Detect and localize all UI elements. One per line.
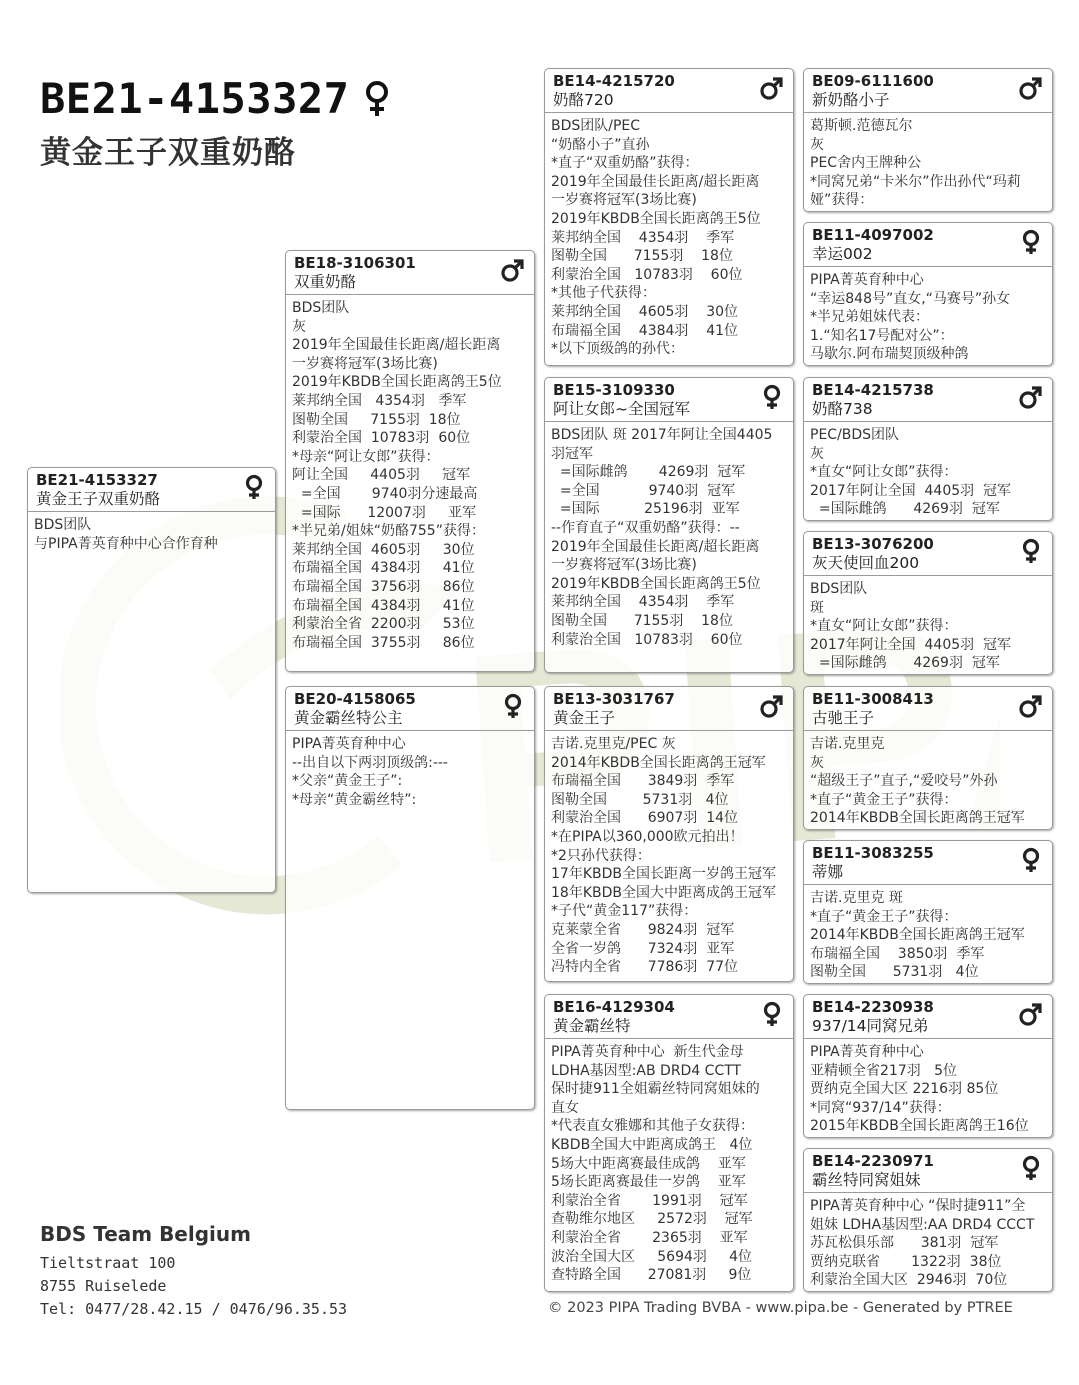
card-line: *直子“黄金王子”获得： bbox=[810, 908, 958, 925]
card-line: 羽冠军 bbox=[551, 445, 593, 462]
pedigree-card-subject[interactable] bbox=[27, 467, 276, 893]
card-line: 2017年阿让全国 4405羽 冠军 bbox=[810, 636, 1012, 653]
card-line: 2019年全国最佳长距离/超长距离 bbox=[551, 538, 760, 555]
card-line: *其他子代获得： bbox=[551, 285, 656, 302]
male-icon bbox=[759, 75, 785, 101]
ring-number: BE14-4215720 bbox=[553, 72, 675, 90]
card-line: 克莱蒙全省 9824羽 冠军 bbox=[551, 921, 735, 938]
card-line: 5场长距离赛最佳一岁鸽 亚军 bbox=[551, 1174, 746, 1191]
copyright-text: © 2023 PIPA Trading BVBA - www.pipa.be - Generated by PTREE bbox=[548, 1300, 1013, 1316]
card-line: 布瑞福全国 4384羽 41位 bbox=[292, 560, 475, 577]
female-icon bbox=[1018, 847, 1044, 873]
card-line: 一岁赛将冠军(3场比赛) bbox=[292, 355, 438, 372]
pedigree-card-ss[interactable] bbox=[544, 68, 794, 366]
female-icon bbox=[500, 693, 526, 719]
card-header bbox=[804, 841, 1052, 885]
card-line: *同窝“937/14”获得： bbox=[810, 1099, 951, 1116]
card-line: 与PIPA菁英育种中心合作育种 bbox=[34, 535, 218, 552]
male-icon bbox=[1018, 1001, 1044, 1027]
ring-number: BE21-4153327 bbox=[36, 471, 158, 489]
card-line: 2017年阿让全国 4405羽 冠军 bbox=[810, 482, 1012, 499]
pigeon-name: 黄金霸丝特公主 bbox=[294, 709, 403, 727]
card-body bbox=[804, 1039, 1052, 1136]
card-line: 莱邦纳全国 4354羽 季军 bbox=[551, 594, 735, 611]
card-line: 布瑞福全国 3756羽 86位 bbox=[292, 578, 475, 595]
card-line: 贾纳克全国大区 2216羽 85位 bbox=[810, 1081, 999, 1098]
pigeon-name: 蒂娜 bbox=[812, 863, 844, 881]
card-body bbox=[286, 295, 534, 652]
pigeon-name: 黄金王子 bbox=[553, 709, 616, 727]
pigeon-name: 古驰王子 bbox=[812, 709, 875, 727]
pigeon-name: 霸丝特同窝姐妹 bbox=[812, 1171, 921, 1189]
card-line: BDS团队/PEC bbox=[551, 118, 641, 134]
card-line: 灰 bbox=[292, 318, 306, 335]
female-icon bbox=[241, 474, 267, 500]
card-line: 亚精顿全省217羽 5位 bbox=[810, 1062, 957, 1079]
card-line: --出自以下两羽顶级鸽:--- bbox=[292, 754, 448, 771]
card-line: LDHA基因型:AB DRD4 CCTT bbox=[551, 1062, 742, 1079]
card-line: 2015年KBDB全国长距离鸽王16位 bbox=[810, 1118, 1029, 1135]
card-line: =国际雌鸽 4269羽 冠军 bbox=[810, 501, 1000, 518]
card-line: 布瑞福全国 4384羽 41位 bbox=[292, 597, 475, 614]
ring-number: BE13-3076200 bbox=[812, 535, 934, 553]
card-line: 18年KBDB全国大中距离成鸽王冠军 bbox=[551, 884, 776, 901]
female-icon bbox=[1018, 538, 1044, 564]
card-header bbox=[804, 378, 1052, 422]
card-line: --作育直子“双重奶酪”获得：-- bbox=[551, 519, 740, 536]
card-line: =国际 25196羽 亚军 bbox=[551, 501, 740, 518]
card-line: “幸运848号”直女,“马赛号”孙女 bbox=[810, 290, 1011, 307]
card-line: 利蒙治全省 1991羽 冠军 bbox=[551, 1192, 748, 1209]
pedigree-card-dd[interactable] bbox=[544, 994, 794, 1292]
card-line: =国际雌鸽 4269羽 冠军 bbox=[810, 655, 1000, 672]
card-line: 查勒维尔地区 2572羽 冠军 bbox=[551, 1211, 753, 1228]
card-line: PIPA菁英育种中心 “保时捷911”全 bbox=[810, 1198, 1026, 1214]
pedigree-card-sdd[interactable] bbox=[803, 531, 1053, 675]
card-line: 图勒全国 7155羽 18位 bbox=[292, 411, 461, 428]
card-header bbox=[545, 69, 793, 113]
pigeon-name: 灰天使回血200 bbox=[812, 554, 920, 572]
card-line: 2014年KBDB全国长距离鸽王冠军 bbox=[810, 810, 1025, 827]
card-line: 莱邦纳全国 4354羽 季军 bbox=[292, 392, 467, 409]
female-icon bbox=[363, 80, 391, 118]
ring-number: BE20-4158065 bbox=[294, 690, 416, 708]
card-line: 一岁赛将冠军(3场比赛) bbox=[551, 192, 697, 209]
card-line: 直女 bbox=[551, 1099, 579, 1116]
card-body bbox=[804, 422, 1052, 519]
card-line: 苏瓦松俱乐部 381羽 冠军 bbox=[810, 1235, 999, 1252]
card-line: 莱邦纳全国 4354羽 季军 bbox=[551, 229, 735, 246]
pigeon-name: 937/14同窝兄弟 bbox=[812, 1017, 929, 1035]
card-header bbox=[286, 251, 534, 295]
pedigree-card-ddd[interactable] bbox=[803, 1148, 1053, 1292]
card-line: 图勒全国 7155羽 18位 bbox=[551, 612, 733, 629]
card-line: *子代“黄金117”获得： bbox=[551, 903, 698, 920]
card-body bbox=[545, 731, 793, 977]
pedigree-card-sss[interactable] bbox=[803, 68, 1053, 212]
card-line: *直子“黄金王子”获得： bbox=[810, 791, 958, 808]
card-body bbox=[28, 512, 275, 553]
card-line: PIPA菁英育种中心 新生代金母 bbox=[551, 1044, 744, 1060]
subject-ring-text: BE21-4153327 bbox=[40, 74, 350, 123]
card-body bbox=[545, 113, 793, 359]
card-line: *直子“双重奶酪”获得： bbox=[551, 155, 699, 172]
card-line: =全国 9740羽分速最高 bbox=[292, 485, 478, 502]
card-line: 利蒙治全国 6907羽 14位 bbox=[551, 810, 739, 827]
pedigree-card-sire[interactable] bbox=[285, 250, 535, 672]
card-line: 利蒙治全省 2200羽 53位 bbox=[292, 616, 475, 633]
card-line: *母亲“阿让女郎”获得： bbox=[292, 448, 440, 465]
card-line: KBDB全国大中距离成鸽王 4位 bbox=[551, 1136, 753, 1153]
card-line: 布瑞福全国 3850羽 季军 bbox=[810, 945, 985, 962]
card-body bbox=[804, 576, 1052, 673]
pedigree-card-sds[interactable] bbox=[803, 377, 1053, 521]
card-line: 布瑞福全国 4384羽 41位 bbox=[551, 322, 739, 339]
ring-number: BE13-3031767 bbox=[553, 690, 675, 708]
card-body bbox=[286, 731, 534, 809]
male-icon bbox=[1018, 384, 1044, 410]
card-line: 灰 bbox=[810, 445, 824, 462]
address-city: 8755 Ruiselede bbox=[40, 1277, 167, 1295]
card-line: 保时捷911全姐霸丝特同窝姐妹的 bbox=[551, 1081, 760, 1098]
card-line: 全省一岁鸽 7324羽 亚军 bbox=[551, 940, 735, 957]
card-line: 斑 bbox=[810, 599, 824, 616]
ring-number: BE11-4097002 bbox=[812, 226, 934, 244]
card-line: *以下顶级鸽的孙代： bbox=[551, 341, 684, 358]
card-header bbox=[804, 687, 1052, 731]
card-header bbox=[804, 69, 1052, 113]
card-line: 贾纳克联省 1322羽 38位 bbox=[810, 1253, 1002, 1270]
card-line: 2019年KBDB全国长距离鸽王5位 bbox=[551, 210, 761, 227]
pigeon-name: 新奶酪小子 bbox=[812, 91, 890, 109]
pedigree-card-dss[interactable] bbox=[803, 686, 1053, 830]
card-line: 图勒全国 5731羽 4位 bbox=[551, 791, 729, 808]
card-body bbox=[804, 731, 1052, 828]
card-line: 2019年KBDB全国长距离鸽王5位 bbox=[292, 374, 502, 391]
ring-number: BE14-2230938 bbox=[812, 998, 934, 1016]
pedigree-card-sd[interactable] bbox=[544, 377, 794, 673]
subject-title-ring bbox=[40, 74, 391, 123]
card-line: 姐妹 LDHA基因型:AA DRD4 CCCT bbox=[810, 1216, 1035, 1233]
card-header bbox=[286, 687, 534, 731]
address-phone: Tel: 0477/28.42.15 / 0476/96.35.53 bbox=[40, 1300, 348, 1318]
card-line: 布瑞福全国 3755羽 86位 bbox=[292, 634, 475, 651]
card-line: “超级王子”直子,“爱咬号”外孙 bbox=[810, 773, 998, 790]
pigeon-name: 阿让女郎~全国冠军 bbox=[553, 400, 690, 418]
ring-number: BE15-3109330 bbox=[553, 381, 675, 399]
male-icon bbox=[1018, 693, 1044, 719]
pigeon-name: 奶酪720 bbox=[553, 91, 614, 109]
card-line: 2019年全国最佳长距离/超长距离 bbox=[292, 337, 501, 354]
card-line: 2014年KBDB全国长距离鸽王冠军 bbox=[810, 927, 1025, 944]
card-line: “奶酪小子”直孙 bbox=[551, 136, 650, 153]
pigeon-name: 黄金霸丝特 bbox=[553, 1017, 631, 1035]
female-icon bbox=[1018, 1155, 1044, 1181]
pedigree-card-dam[interactable] bbox=[285, 686, 535, 1110]
card-body bbox=[545, 422, 793, 649]
ring-number: BE16-4129304 bbox=[553, 998, 675, 1016]
card-line: PEC/BDS团队 bbox=[810, 427, 900, 443]
card-line: 利蒙治全国 10783羽 60位 bbox=[551, 631, 743, 648]
card-line: *同窝兄弟“卡米尔”作出孙代“玛莉 bbox=[810, 173, 1021, 190]
ring-number: BE14-4215738 bbox=[812, 381, 934, 399]
card-body bbox=[804, 267, 1052, 364]
card-line: 吉诺.克里克 斑 bbox=[810, 890, 903, 906]
card-line: 5场大中距离赛最佳成鸽 亚军 bbox=[551, 1155, 746, 1172]
card-header bbox=[545, 995, 793, 1039]
card-line: =全国 9740羽 冠军 bbox=[551, 482, 736, 499]
card-line: 利蒙治全国 10783羽 60位 bbox=[292, 430, 471, 447]
female-icon bbox=[759, 384, 785, 410]
card-body bbox=[804, 1193, 1052, 1290]
card-line: 冯特内全省 7786羽 77位 bbox=[551, 959, 739, 976]
address-block bbox=[40, 1222, 347, 1321]
ring-number: BE11-3008413 bbox=[812, 690, 934, 708]
pigeon-name: 黄金王子双重奶酪 bbox=[36, 490, 161, 508]
card-header bbox=[804, 995, 1052, 1039]
card-line: *直女“阿让女郎”获得： bbox=[810, 464, 958, 481]
card-line: PIPA菁英育种中心 bbox=[810, 1044, 924, 1060]
title-block bbox=[40, 74, 391, 172]
card-header bbox=[545, 378, 793, 422]
subject-title-name: 黄金王子双重奶酪 bbox=[40, 135, 296, 171]
pedigree-card-dds[interactable] bbox=[803, 994, 1053, 1138]
card-line: PIPA菁英育种中心 bbox=[292, 736, 406, 752]
pedigree-card-ds[interactable] bbox=[544, 686, 794, 982]
card-header bbox=[804, 1149, 1052, 1193]
card-line: 一岁赛将冠军(3场比赛) bbox=[551, 557, 697, 574]
card-line: 17年KBDB全国长距离一岁鸽王冠军 bbox=[551, 866, 776, 883]
card-line: 灰 bbox=[810, 754, 824, 771]
card-body bbox=[545, 1039, 793, 1285]
card-line: =国际雌鸽 4269羽 冠军 bbox=[551, 464, 746, 481]
address-street: Tieltstraat 100 bbox=[40, 1254, 176, 1272]
ring-number: BE11-3083255 bbox=[812, 844, 934, 862]
card-line: 灰 bbox=[810, 136, 824, 153]
team-name: BDS Team Belgium bbox=[40, 1222, 251, 1246]
card-line: BDS团队 bbox=[34, 517, 92, 533]
card-line: 葛斯顿.范德瓦尔 bbox=[810, 118, 913, 134]
card-line: *直女“阿让女郎”获得： bbox=[810, 618, 958, 635]
male-icon bbox=[759, 693, 785, 719]
card-line: =国际 12007羽 亚军 bbox=[292, 504, 477, 521]
pedigree-card-ssd[interactable] bbox=[803, 222, 1053, 366]
card-line: 图勒全国 7155羽 18位 bbox=[551, 248, 733, 265]
card-line: BDS团队 bbox=[810, 581, 868, 597]
card-line: *2只孙代获得： bbox=[551, 847, 651, 864]
card-body bbox=[804, 885, 1052, 982]
card-header bbox=[28, 468, 275, 512]
card-line: 2019年全国最佳长距离/超长距离 bbox=[551, 173, 760, 190]
card-line: 吉诺.克里克/PEC 灰 bbox=[551, 736, 676, 752]
card-body bbox=[804, 113, 1052, 210]
ring-number: BE14-2230971 bbox=[812, 1152, 934, 1170]
card-line: 波治全国大区 5694羽 4位 bbox=[551, 1248, 753, 1265]
card-line: *半兄弟/姐妹“奶酪755”获得： bbox=[292, 523, 485, 540]
ring-number: BE18-3106301 bbox=[294, 254, 416, 272]
card-line: 1.“知名17号配对公”： bbox=[810, 327, 954, 344]
card-line: 阿让全国 4405羽 冠军 bbox=[292, 467, 471, 484]
male-icon bbox=[500, 257, 526, 283]
card-line: 利蒙治全国大区 2946羽 70位 bbox=[810, 1272, 1008, 1289]
female-icon bbox=[759, 1001, 785, 1027]
card-header bbox=[545, 687, 793, 731]
ring-number: BE09-6111600 bbox=[812, 72, 934, 90]
card-line: *父亲“黄金王子”: bbox=[292, 773, 403, 790]
card-line: *母亲“黄金霸丝特”: bbox=[292, 791, 417, 808]
card-line: 莱邦纳全国 4605羽 30位 bbox=[551, 303, 739, 320]
card-line: 娅”获得： bbox=[810, 192, 874, 209]
male-icon bbox=[1018, 75, 1044, 101]
card-line: 吉诺.克里克 bbox=[810, 736, 885, 752]
card-line: *在PIPA以360,000欧元拍出！ bbox=[551, 828, 744, 845]
card-line: 莱邦纳全国 4605羽 30位 bbox=[292, 541, 475, 558]
card-line: 查特路全国 27081羽 9位 bbox=[551, 1267, 752, 1284]
card-line: 马歇尔.阿布瑞契顶级种鸽 bbox=[810, 346, 969, 363]
card-header bbox=[804, 532, 1052, 576]
card-line: 布瑞福全国 3849羽 季军 bbox=[551, 773, 735, 790]
card-line: *半兄弟姐妹代表： bbox=[810, 309, 929, 326]
card-line: PIPA菁英育种中心 bbox=[810, 272, 924, 288]
pigeon-name: 奶酪738 bbox=[812, 400, 873, 418]
card-line: 利蒙治全国 10783羽 60位 bbox=[551, 266, 743, 283]
card-line: 图勒全国 5731羽 4位 bbox=[810, 964, 979, 981]
card-header bbox=[804, 223, 1052, 267]
card-line: BDS团队 bbox=[292, 300, 350, 316]
card-line: 2014年KBDB全国长距离鸽王冠军 bbox=[551, 754, 766, 771]
card-line: BDS团队 斑 2017年阿让全国4405 bbox=[551, 427, 773, 443]
card-line: 利蒙治全省 2365羽 亚军 bbox=[551, 1229, 748, 1246]
pigeon-name: 幸运002 bbox=[812, 245, 873, 263]
card-line: *代表直女雅娜和其他子女获得： bbox=[551, 1118, 754, 1135]
card-line: PEC舍内王牌种公 bbox=[810, 155, 922, 172]
female-icon bbox=[1018, 229, 1044, 255]
pedigree-card-dsd[interactable] bbox=[803, 840, 1053, 984]
card-line: 2019年KBDB全国长距离鸽王5位 bbox=[551, 575, 761, 592]
pigeon-name: 双重奶酪 bbox=[294, 273, 357, 291]
